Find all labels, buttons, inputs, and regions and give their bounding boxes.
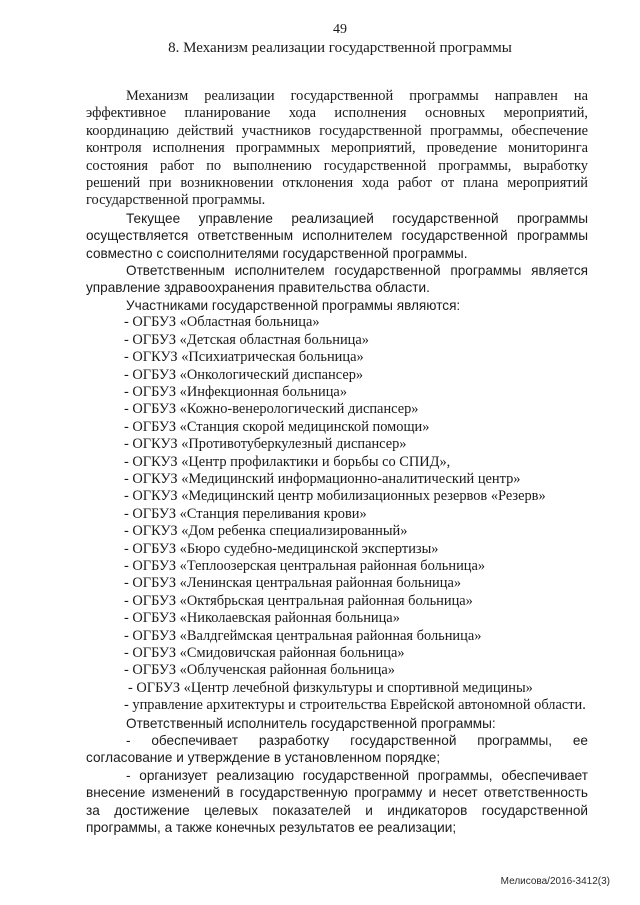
document-reference-footer: Мелисова/2016-3412(3) [500, 876, 610, 887]
list-item: - ОГБУЗ «Станция скорой медицинской помощи» [124, 418, 430, 435]
paragraph-duty-development: - обеспечивает разработку государственной программы, ее согласование и утверждение в установленном порядке; [86, 733, 588, 766]
paragraph-responsible-executor: Ответственным исполнителем государственной программы является управление здравоохранения правительства области. [86, 263, 588, 296]
paragraph-responsible-intro: Ответственный исполнитель государственной программы: [126, 715, 496, 731]
page-number: 49 [333, 22, 347, 37]
list-item: - ОГБУЗ «Теплоозерская центральная районная больница» [124, 557, 486, 574]
participants-list [86, 314, 588, 697]
list-item: - ОГБУЗ «Станция переливания крови» [124, 505, 367, 522]
list-item: - ОГКУЗ «Дом ребенка специализированный» [124, 523, 408, 540]
list-item: - ОГКУЗ «Противотуберкулезный диспансер» [124, 436, 407, 453]
section-heading: 8. Механизм реализации государственной программы [168, 40, 512, 56]
list-item: - ОГКУЗ «Психиатрическая больница» [124, 349, 364, 366]
list-item: - ОГБУЗ «Ленинская центральная районная больница» [124, 575, 462, 592]
paragraph-architecture-department: - управление архитектуры и строительства Еврейской автономной области. [124, 697, 586, 714]
paragraph-mechanism: Механизм реализации государственной программы направлен на эффективное планирование хода исполнения основных мероприятий, координацию действий участников государственной программы, обеспечение контроля исполнения программных мероприятий, проведение мониторинга состояния работ по выполнению государственной программы, выработку решений при возникновении отклонения хода работ от плана мероприятий государственной программы. [86, 88, 588, 209]
list-item: - ОГКУЗ «Центр профилактики и борьбы со СПИД», [124, 453, 451, 470]
list-item: - ОГБУЗ «Центр лечебной физкультуры и спортивной медицины» [128, 679, 533, 696]
list-item: - ОГКУЗ «Медицинский центр мобилизационных резервов «Резерв» [124, 488, 546, 505]
list-item: - ОГБУЗ «Облученская районная больница» [124, 662, 395, 679]
list-item: - ОГБУЗ «Кожно-венерологический диспансер» [124, 401, 419, 418]
list-item: - ОГБУЗ «Бюро судебно-медицинской экспертизы» [124, 540, 439, 557]
document-body [86, 88, 588, 836]
list-item: - ОГБУЗ «Валдгеймская центральная районная больница» [124, 627, 482, 644]
paragraph-current-management: Текущее управление реализацией государственной программы осуществляется ответственным исполнителем государственной программы совместно с соисполнителями государственной программы. [86, 210, 588, 261]
list-item: - ОГБУЗ «Октябрьская центральная районная больница» [124, 592, 473, 609]
list-item: - ОГБУЗ «Онкологический диспансер» [124, 366, 364, 383]
list-item: - ОГКУЗ «Медицинский информационно-аналитический центр» [124, 470, 521, 487]
list-item: - ОГБУЗ «Николаевская районная больница» [124, 610, 400, 627]
paragraph-participants-intro: Участниками государственной программы являются: [126, 297, 461, 313]
list-item: - ОГБУЗ «Смидовичская районная больница» [124, 645, 405, 661]
list-item: - ОГБУЗ «Инфекционная больница» [124, 383, 348, 400]
list-item: - ОГБУЗ «Детская областная больница» [124, 331, 369, 348]
paragraph-duty-implementation: - организует реализацию государственной программы, обеспечивает внесение изменений в государственную программу и несет ответственность за достижение целевых показателей и индикаторов государственной программы, а также конечных результатов ее реализации; [86, 767, 588, 836]
list-item: - ОГБУЗ «Областная больница» [124, 314, 320, 331]
